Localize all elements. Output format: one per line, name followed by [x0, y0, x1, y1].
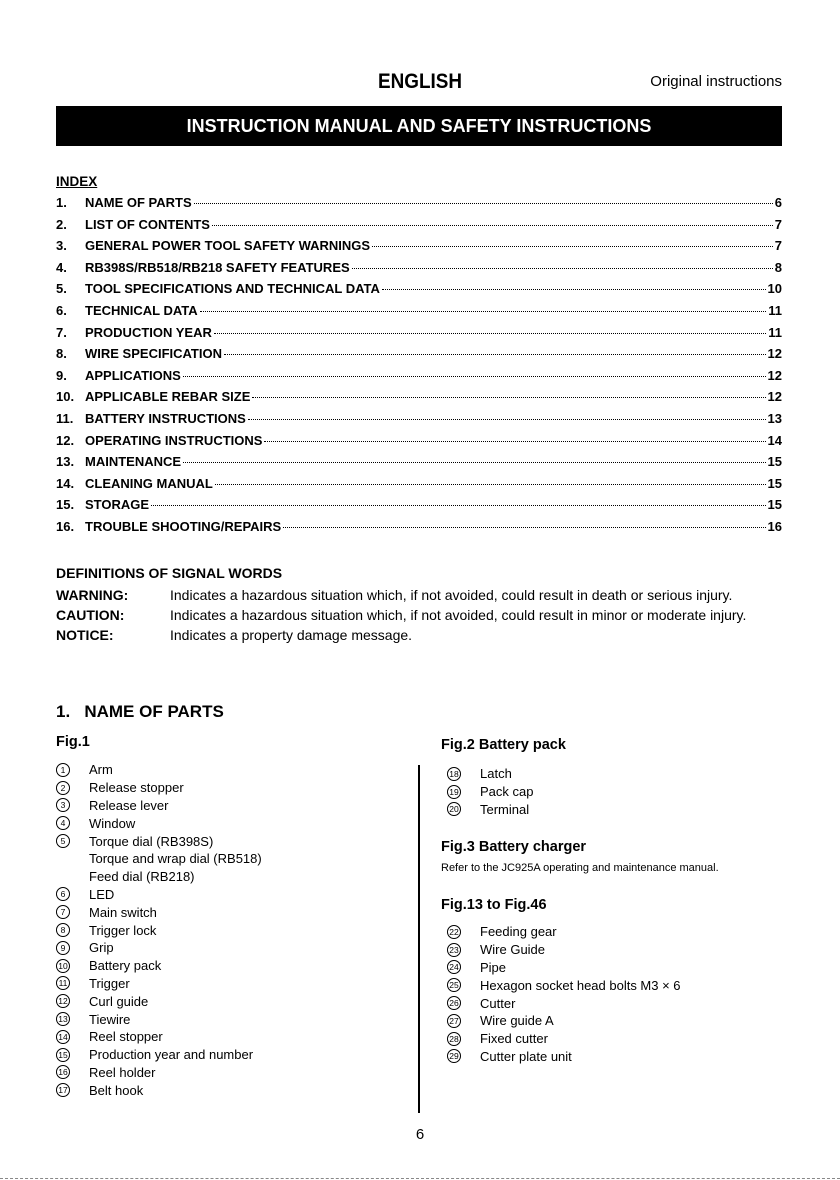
signal-word: NOTICE:: [56, 627, 114, 643]
index-number: 5.: [56, 281, 67, 297]
index-label: RB398S/RB518/RB218 SAFETY FEATURES: [85, 259, 350, 275]
part-label: Production year and number: [89, 1047, 254, 1063]
part-label: Cutter plate unit: [480, 1048, 572, 1064]
part-item: [56, 832, 262, 850]
part-label: Window: [89, 815, 136, 831]
dot-leader: [183, 376, 766, 377]
circled-number-icon: 19: [447, 785, 461, 799]
index-entry[interactable]: [56, 454, 782, 476]
index-page: 11: [768, 324, 782, 340]
index-number: 2.: [56, 216, 67, 232]
part-label-extra: Torque and wrap dial (RB518): [89, 850, 262, 866]
dot-leader: [372, 246, 773, 247]
index-page: 6: [774, 195, 782, 210]
dot-leader: [214, 333, 766, 334]
fig1-title: Fig.1: [56, 734, 90, 750]
dot-leader: [248, 419, 766, 420]
circled-number-icon: 14: [56, 1030, 70, 1044]
part-label: Curl guide: [89, 993, 149, 1009]
fig3-note: Refer to the JC925A operating and maintenance manual.: [441, 862, 719, 874]
index-label: BATTERY INSTRUCTIONS: [85, 410, 246, 426]
dot-leader: [224, 354, 766, 355]
part-label: Cutter: [480, 995, 516, 1011]
index-number: 11.: [56, 410, 74, 426]
part-item: [56, 975, 262, 993]
fig2-title: Fig.2 Battery pack: [441, 737, 566, 753]
part-label: Main switch: [89, 904, 157, 920]
part-label: Pipe: [480, 959, 507, 975]
circled-number-icon: 20: [447, 802, 461, 816]
index-label: APPLICABLE REBAR SIZE: [85, 389, 251, 405]
index-number: 6.: [56, 302, 67, 318]
index-label: PRODUCTION YEAR: [85, 324, 212, 340]
index-number: 3.: [56, 238, 67, 254]
part-item: [447, 959, 681, 977]
circled-number-icon: 7: [56, 905, 70, 919]
part-item: [56, 1028, 262, 1046]
circled-number-icon: 4: [56, 816, 70, 830]
part-item: [56, 1010, 262, 1028]
circled-number-icon: 29: [447, 1049, 461, 1063]
part-item: [447, 1030, 681, 1048]
fig3-title: Fig.3 Battery charger: [441, 839, 587, 855]
definitions-title: DEFINITIONS OF SIGNAL WORDS: [56, 565, 283, 581]
part-label: Arm: [89, 762, 113, 778]
signal-word: WARNING:: [56, 587, 129, 603]
dot-leader: [200, 311, 767, 312]
fig2-parts-list: [447, 765, 533, 818]
part-label: Trigger: [89, 975, 130, 991]
definition-caution: [56, 607, 746, 623]
part-item: [56, 1081, 262, 1099]
index-page: 10: [767, 281, 782, 297]
signal-definition: Indicates a hazardous situation which, if not avoided, could result in death or serious injury.: [170, 587, 733, 603]
signal-definition: Indicates a property damage message.: [170, 627, 413, 643]
part-label: Battery pack: [89, 958, 162, 974]
circled-number-icon: 10: [56, 959, 70, 973]
part-label: Pack cap: [480, 784, 534, 800]
part-label: Release lever: [89, 797, 169, 813]
index-entry[interactable]: [56, 346, 782, 368]
part-label: Release stopper: [89, 780, 184, 796]
part-label: Belt hook: [89, 1082, 144, 1098]
language-heading: ENGLISH: [377, 70, 463, 93]
index-entry[interactable]: [56, 325, 782, 347]
index-page: 15: [767, 497, 782, 513]
circled-number-icon: 3: [56, 798, 70, 812]
index-label: GENERAL POWER TOOL SAFETY WARNINGS: [85, 238, 371, 254]
circled-number-icon: 13: [56, 1012, 70, 1026]
index-label: STORAGE: [85, 497, 150, 513]
part-item: [447, 941, 681, 959]
part-item: [56, 886, 262, 904]
circled-number-icon: 9: [56, 941, 70, 955]
signal-word: CAUTION:: [56, 607, 125, 623]
circled-number-icon: 26: [447, 996, 461, 1010]
definition-notice: [56, 627, 412, 643]
part-label: Wire guide A: [480, 1013, 554, 1029]
index-entry[interactable]: [56, 368, 782, 390]
definition-warning: [56, 587, 732, 603]
part-label: Wire Guide: [480, 942, 546, 958]
part-label: Hexagon socket head bolts M3 × 6: [480, 977, 681, 993]
index-label: CLEANING MANUAL: [85, 475, 213, 491]
index-entry[interactable]: [56, 260, 782, 282]
part-item: [56, 814, 262, 832]
part-item: [447, 923, 681, 941]
part-item: [56, 797, 262, 815]
fig13-parts-list: [447, 923, 681, 1065]
page-number: 6: [415, 1126, 425, 1143]
index-page: 12: [767, 346, 782, 362]
part-item: [447, 976, 681, 994]
part-item: [56, 1064, 262, 1082]
dot-leader: [151, 505, 765, 506]
index-entry[interactable]: [56, 389, 782, 411]
dot-leader: [352, 268, 773, 269]
dot-leader: [252, 397, 765, 398]
part-label: Grip: [89, 940, 114, 956]
index-label: TECHNICAL DATA: [85, 302, 198, 318]
circled-number-icon: 22: [447, 925, 461, 939]
index-page: 12: [767, 367, 782, 383]
index-label: TROUBLE SHOOTING/REPAIRS: [85, 518, 282, 534]
part-item: [56, 761, 262, 779]
circled-number-icon: 24: [447, 960, 461, 974]
part-item: [56, 779, 262, 797]
index-number: 14.: [56, 475, 75, 491]
index-number: 8.: [56, 346, 67, 362]
index-page: 14: [767, 432, 782, 448]
index-label: NAME OF PARTS: [85, 195, 192, 210]
part-item: [447, 1012, 681, 1030]
part-label: Reel stopper: [89, 1029, 163, 1045]
part-item: [56, 992, 262, 1010]
part-item: [447, 801, 533, 819]
circled-number-icon: 6: [56, 887, 70, 901]
part-item: [56, 921, 262, 939]
circled-number-icon: 25: [447, 978, 461, 992]
original-instructions-label: Original instructions: [650, 73, 782, 90]
part-item: [447, 783, 533, 801]
index-entry[interactable]: [56, 281, 782, 303]
dot-leader: [382, 289, 766, 290]
index-entry[interactable]: [56, 238, 782, 260]
signal-definition: Indicates a hazardous situation which, if not avoided, could result in minor or moderate injury.: [170, 607, 747, 623]
part-label-extra: Feed dial (RB218): [89, 868, 195, 884]
circled-number-icon: 15: [56, 1048, 70, 1062]
part-item: [447, 765, 533, 783]
index-number: 15.: [56, 497, 75, 513]
manual-title-banner: INSTRUCTION MANUAL AND SAFETY INSTRUCTIONS: [56, 106, 782, 146]
part-item: [56, 939, 262, 957]
index-number: 9.: [56, 367, 67, 383]
dot-leader: [194, 203, 773, 204]
index-number: 16.: [56, 518, 75, 534]
index-page: 13: [767, 410, 782, 426]
circled-number-icon: 1: [56, 763, 70, 777]
index-number: 13.: [56, 454, 75, 470]
circled-number-icon: 12: [56, 994, 70, 1008]
index-entry[interactable]: [56, 411, 782, 433]
index-label: WIRE SPECIFICATION: [85, 346, 222, 362]
index-number: 4.: [56, 259, 67, 275]
index-number: 7.: [56, 324, 67, 340]
part-label: Fixed cutter: [480, 1031, 548, 1047]
dot-leader: [283, 527, 765, 528]
index-number: 12.: [56, 432, 75, 448]
index-number: 10.: [56, 389, 75, 405]
index-entry[interactable]: [56, 433, 782, 455]
part-label: Latch: [480, 766, 512, 782]
circled-number-icon: 11: [56, 976, 70, 990]
part-label: Feeding gear: [480, 924, 557, 940]
part-item: [447, 994, 681, 1012]
dot-leader: [212, 225, 773, 226]
section-title: 1. NAME OF PARTS: [56, 702, 224, 721]
index-label: OPERATING INSTRUCTIONS: [85, 432, 263, 448]
index-label: TOOL SPECIFICATIONS AND TECHNICAL DATA: [85, 281, 380, 297]
circled-number-icon: 17: [56, 1083, 70, 1097]
index-page: 16: [767, 518, 782, 534]
index-label: APPLICATIONS: [85, 367, 181, 383]
circled-number-icon: 16: [56, 1065, 70, 1079]
index-page: 15: [767, 454, 782, 470]
index-page: 8: [774, 259, 782, 275]
part-label: Trigger lock: [89, 922, 157, 938]
index-page: 11: [768, 302, 782, 318]
circled-number-icon: 18: [447, 767, 461, 781]
circled-number-icon: 8: [56, 923, 70, 937]
index-entry[interactable]: [56, 195, 782, 217]
fig13-title: Fig.13 to Fig.46: [441, 897, 547, 913]
part-label: LED: [89, 886, 115, 902]
index-entry[interactable]: [56, 497, 782, 519]
part-label: Tiewire: [89, 1011, 131, 1027]
index-label: LIST OF CONTENTS: [85, 216, 210, 232]
index-page: 7: [774, 238, 782, 254]
part-label: Reel holder: [89, 1064, 156, 1080]
column-divider: [418, 765, 420, 1113]
index-list: [56, 195, 782, 541]
part-label: Terminal: [480, 801, 530, 817]
part-item: [447, 1048, 681, 1066]
index-entry[interactable]: [56, 476, 782, 498]
part-item: [56, 957, 262, 975]
index-entry[interactable]: [56, 519, 782, 541]
part-label: Torque dial (RB398S): [89, 833, 214, 849]
index-entry[interactable]: [56, 303, 782, 325]
circled-number-icon: 23: [447, 943, 461, 957]
index-page: 7: [774, 216, 782, 232]
circled-number-icon: 27: [447, 1014, 461, 1028]
index-entry[interactable]: [56, 217, 782, 239]
fig1-parts-list: [56, 761, 262, 1099]
part-item: [56, 1046, 262, 1064]
circled-number-icon: 28: [447, 1032, 461, 1046]
index-title: INDEX: [56, 174, 98, 189]
circled-number-icon: 5: [56, 834, 70, 848]
index-number: 1.: [56, 195, 67, 210]
dot-leader: [183, 462, 765, 463]
index-page: 12: [767, 389, 782, 405]
dot-leader: [264, 441, 765, 442]
index-label: MAINTENANCE: [85, 454, 182, 470]
circled-number-icon: 2: [56, 781, 70, 795]
part-item: [56, 903, 262, 921]
index-page: 15: [767, 475, 782, 491]
dot-leader: [215, 484, 766, 485]
